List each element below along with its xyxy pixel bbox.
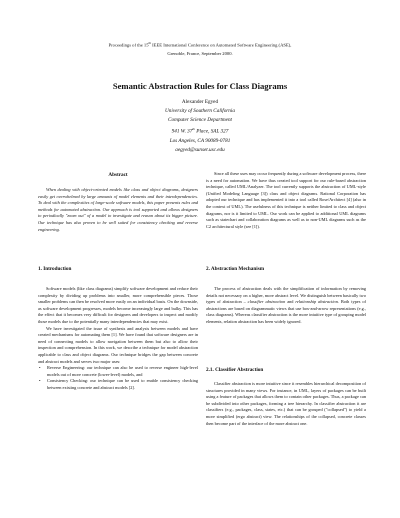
author-affiliation: University of Southern California <box>165 108 235 114</box>
classifier-abstraction-body <box>206 381 366 427</box>
author-block <box>80 98 320 155</box>
author-city: Los Angeles, CA 90089-0781 <box>169 137 231 144</box>
classifier-abstraction-paragraph: Classifier abstraction is more intuitive since it resembles hierarchical decomposition of structures provided in many views. For instance, in UML, layers of packages can be built using a feature of packages that allows them to contain other packages. Thus, a package can be subdivided into other packages, forming a tree hierarchy. In classifier abstraction it are classifiers (e.g., packages, class, states, etc.) that can be grouped ("collapsed") to yield a more simplified (ergo abstract) view. The relationships of the collapsed, concrete classes then become part of the interface of the more abstract one. <box>206 381 366 426</box>
section-heading-abstraction-mechanism: 2. Abstraction Mechanism <box>206 266 265 272</box>
intro-bullet-consistency-checking: • Consistency Checking: our technique can be used to enable consistency checking between existing concrete and abstract models [2]. <box>38 378 198 391</box>
abstract-text <box>38 187 198 233</box>
proceedings-header <box>40 39 360 58</box>
abstraction-mechanism-paragraph: The process of abstraction deals with the simplification of information by removing details not necessary on a higher, more abstract level. We distinguish between basically two types of abstraction – classifier abstraction and relationship abstraction. Both types of abstractions are based on diagrammatic views that use box-and-arrow representations (e.g., class diagrams). Whereas classifier abstraction is the more intuitive type of grouping model elements, relation abstraction has been widely ignored. <box>206 286 366 324</box>
intro-paragraph-1: Software models (like class diagrams) simplify software development and reduce their complexity by dividing up problems into smaller, more comprehensible pieces. Those smaller problems can then be resolved more easily on an individual basis. On the downside, as software development progresses, models become increasingly large and bulky. This has the effect that it becomes very difficult for designers and developers to inspect and modify those models due to the potentially many interdependencies that may exist. <box>38 286 198 324</box>
introduction-body <box>38 286 198 392</box>
right-column-continuation <box>206 171 366 230</box>
continued-paragraph: Since all these uses may occur frequently during a software development process, there is a need for automation. We have thus created tool support for our rule-based abstraction technique, called UML/Analyzer. The tool currently supports the abstraction of UML-style (Unified Modeling Language [3]) class and object diagrams. Rational Corporation has adopted our technique and has implemented it into a tool called Rose/Architect [4] (also in the context of UML). The usefulness of this technique is neither limited to class and object diagrams, nor is it limited to UML. Our work can be applied to additional UML diagrams such as statechart and collaboration diagrams as well as to non-UML diagrams such as the C2 architectural style (see [1]). <box>206 171 366 229</box>
proceedings-line-2: Grenoble, France, September 2000. <box>167 50 233 56</box>
abstract-heading: Abstract <box>108 172 128 178</box>
author-email: aegyed@sunset.usc.edu <box>175 146 225 153</box>
intro-bullet-list <box>38 365 198 391</box>
abstraction-mechanism-body <box>206 286 366 326</box>
author-department: Computer Science Department <box>168 117 232 123</box>
author-address: 941 W. 37th Place, SAL 327 <box>171 127 229 135</box>
section-heading-introduction: 1. Introduction <box>38 266 72 272</box>
proceedings-line-1: Proceedings of the 15th IEEE International Conference on Automated Software Engineering (ASE), <box>108 41 292 48</box>
intro-paragraph-2: We have investigated the issue of synthesis and analysis between models and have created mechanisms for automating them [1]. We have found that software designers are in need of connecting models to allow navigation between them but also to allow their inspection and comprehension. In this work, we describe a technique for model abstraction applicable to class and object diagrams. Our technique bridges the gap between concrete and abstract models and serves two major uses: <box>38 325 198 364</box>
author-name: Alexander Egyed <box>181 99 219 105</box>
abstract-paragraph: When dealing with object-oriented models like class and object diagrams, designers easily get overwhelmed by large amounts of model elements and their interdependencies. To deal with the complexities of large-scale software models, this paper presents rules and methods for automated abstraction. Our approach is tool supported and allows designers to periodically "zoom out" of a model to investigate and reason about its bigger picture. Our technique has also proven to be well suited for consistency checking and reverse engineering. <box>38 187 198 232</box>
intro-bullet-reverse-engineering: • Reverse Engineering: our technique can also be used to reverse engineer high-level models out of more concrete (lower-level) models, and <box>38 365 198 378</box>
subsection-heading-classifier-abstraction: 2.1. Classifier Abstraction <box>206 367 264 373</box>
paper-title: Semantic Abstraction Rules for Class Diagrams <box>112 81 288 91</box>
